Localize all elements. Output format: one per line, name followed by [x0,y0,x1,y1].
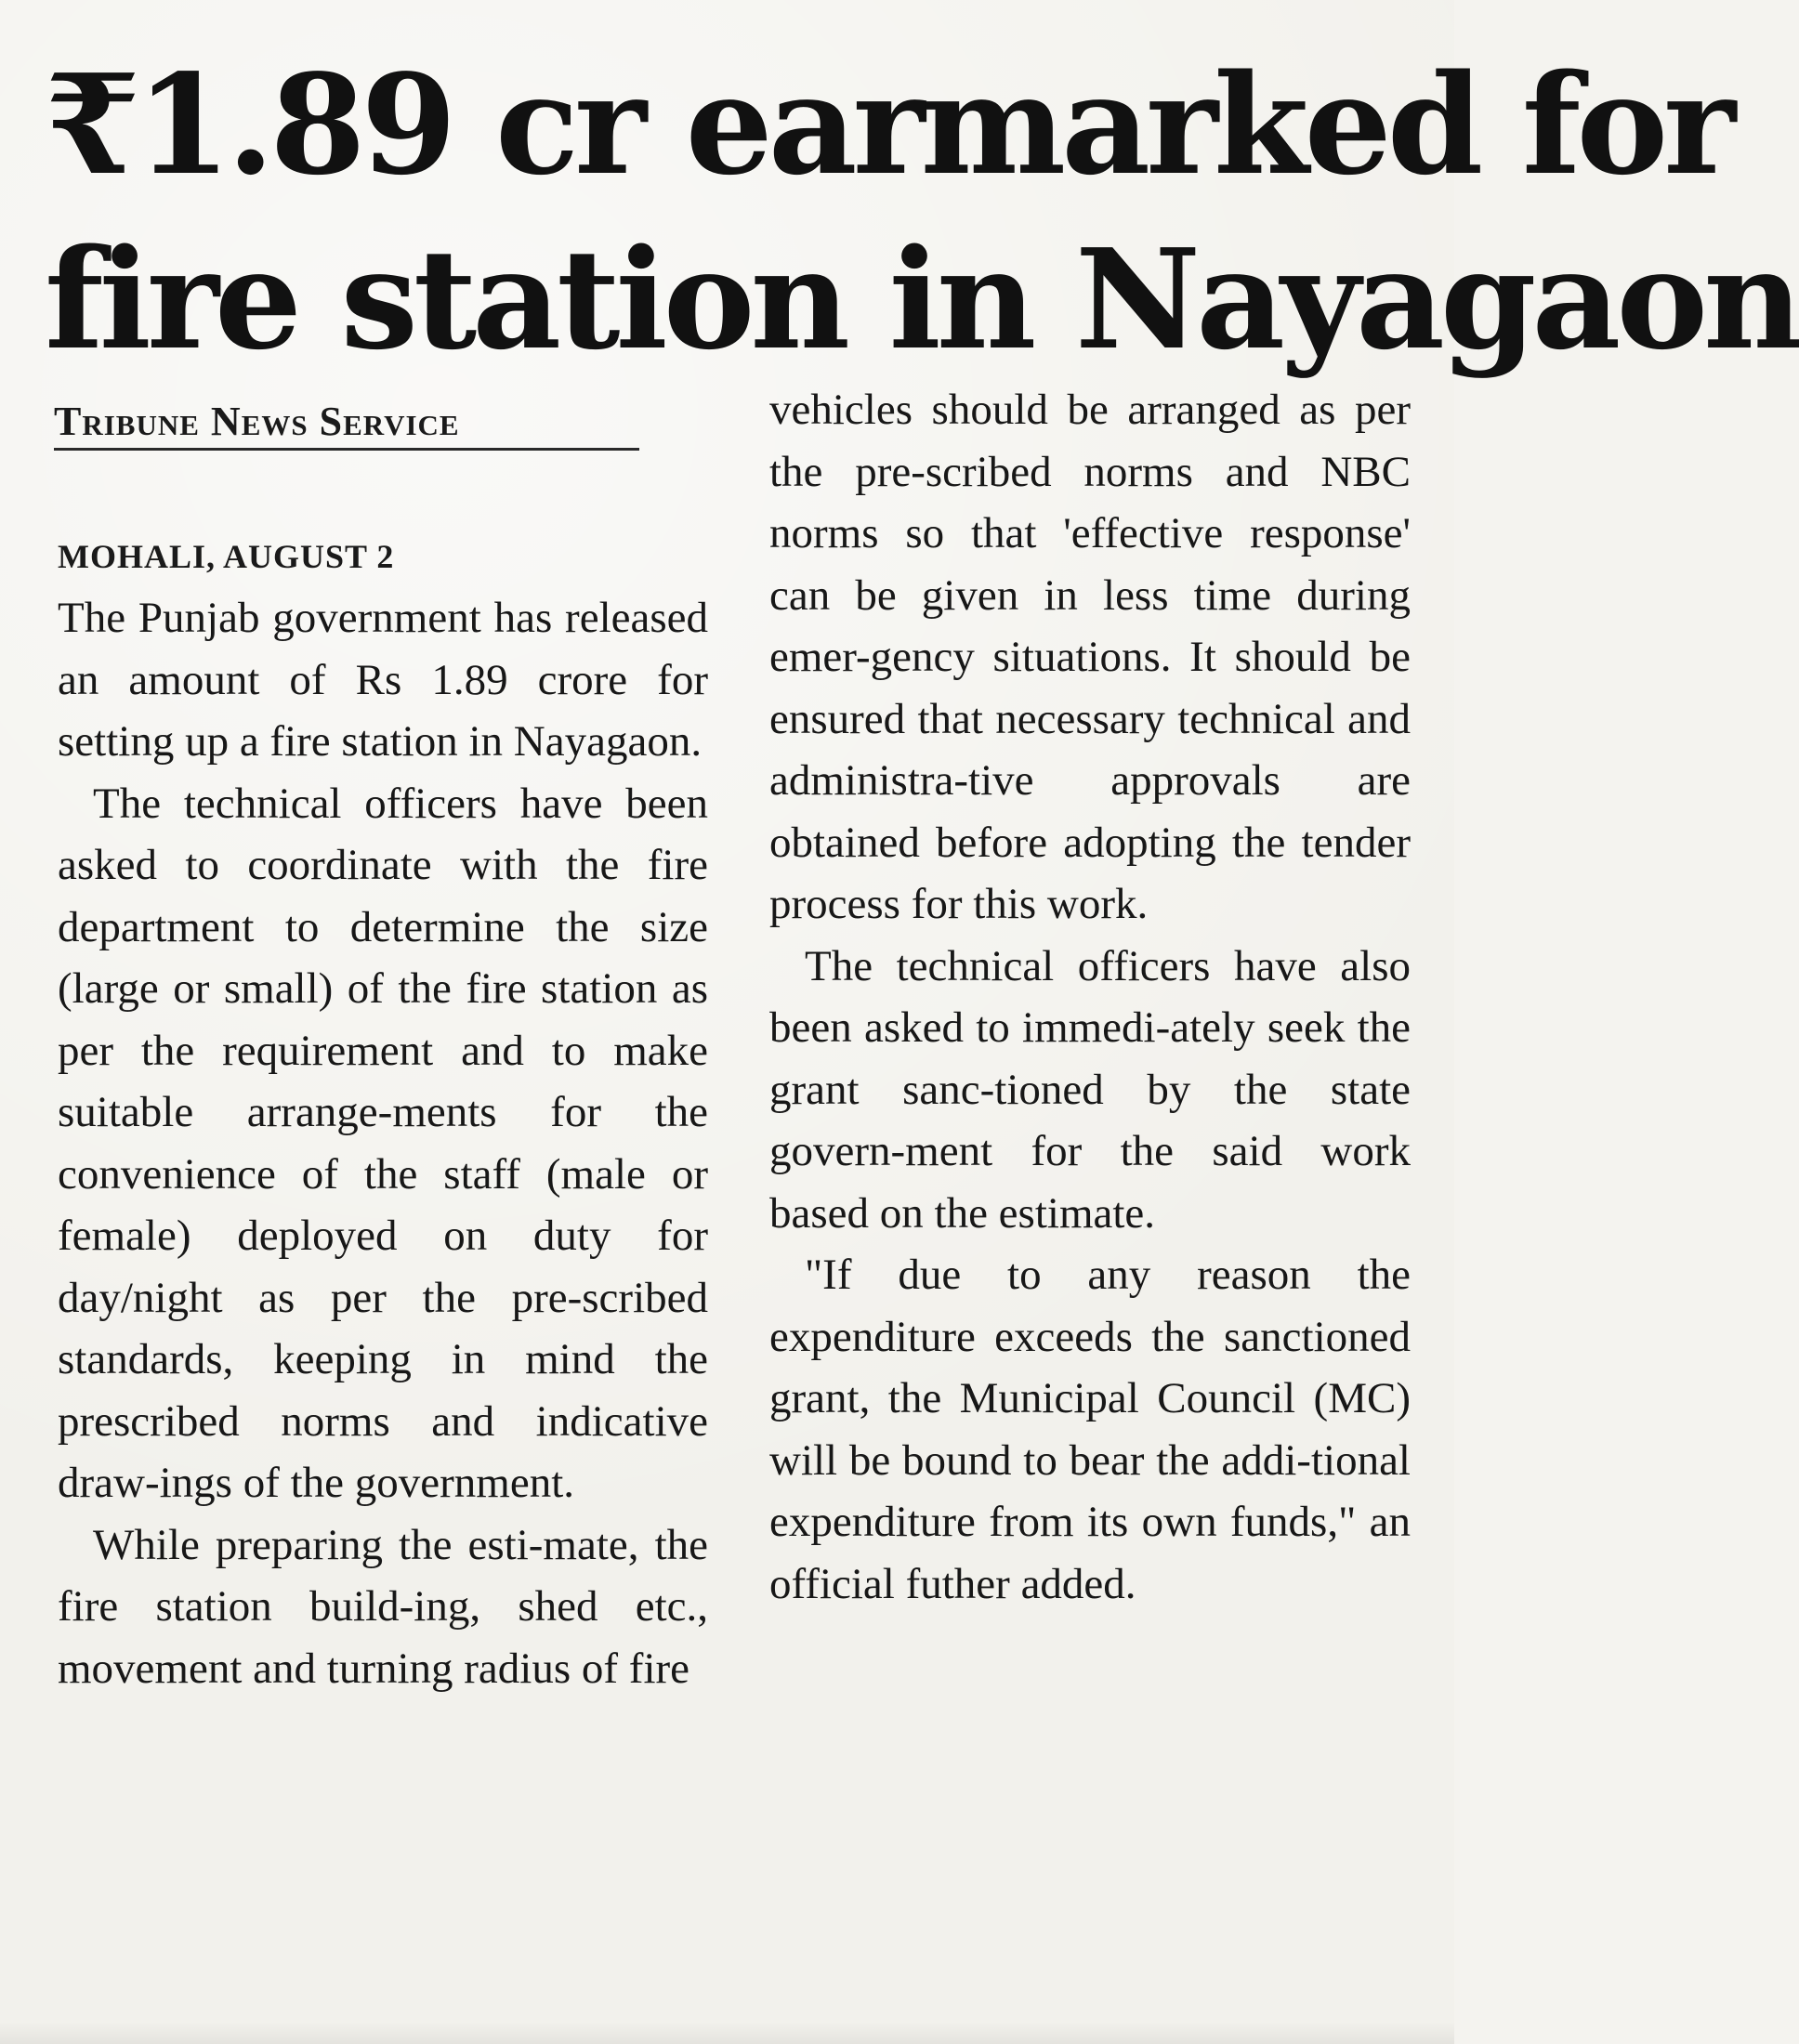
article-paragraph: "If due to any reason the expenditure exceeds the sanctioned grant, the Municipal Council (MC) will be bound to bear the addi-tional expenditure from its own funds," an official futher added. [769,1251,1411,1608]
article-paragraph: The technical officers have been asked to coordinate with the fire department to determine the size (large or small) of the fire station as per the requirement and to make suitable arrange-ments for the convenience of the staff (male or female) deployed on duty for day/night as per the pre-scribed standards, keeping in mind the prescribed norms and indicative draw-ings of the government. [58,779,708,1507]
article-paragraph: The Punjab government has released an amount of Rs 1.89 crore for setting up a fire station in Nayagaon. [58,594,708,766]
article-paragraph: The technical officers have also been asked to immedi-ately seek the grant sanc-tioned by the state govern-ment for the said work based on the estimate. [769,941,1411,1238]
dateline: MOHALI, AUGUST 2 [58,538,395,575]
byline: Tribune News Service [54,399,460,444]
headline [45,37,1799,387]
headline-line-2: fire station in Nayagaon [45,218,1799,380]
byline-divider [54,448,639,451]
article-column-left [58,526,708,1699]
paper-edge-shadow [0,2022,1454,2044]
headline-line-1: ₹1.89 cr earmarked for [45,44,1732,205]
article-column-right [769,379,1411,1615]
article-paragraph: While preparing the esti-mate, the fire station build-ing, shed etc., movement and turning radius of fire [58,1520,708,1693]
article-paragraph: vehicles should be arranged as per the pre-scribed norms and NBC norms so that 'effective response' can be given in less time during emer-gency situations. It should be ensured that necessary technical and administra-tive approvals are obtained before adopting the tender process for this work. [769,386,1411,928]
